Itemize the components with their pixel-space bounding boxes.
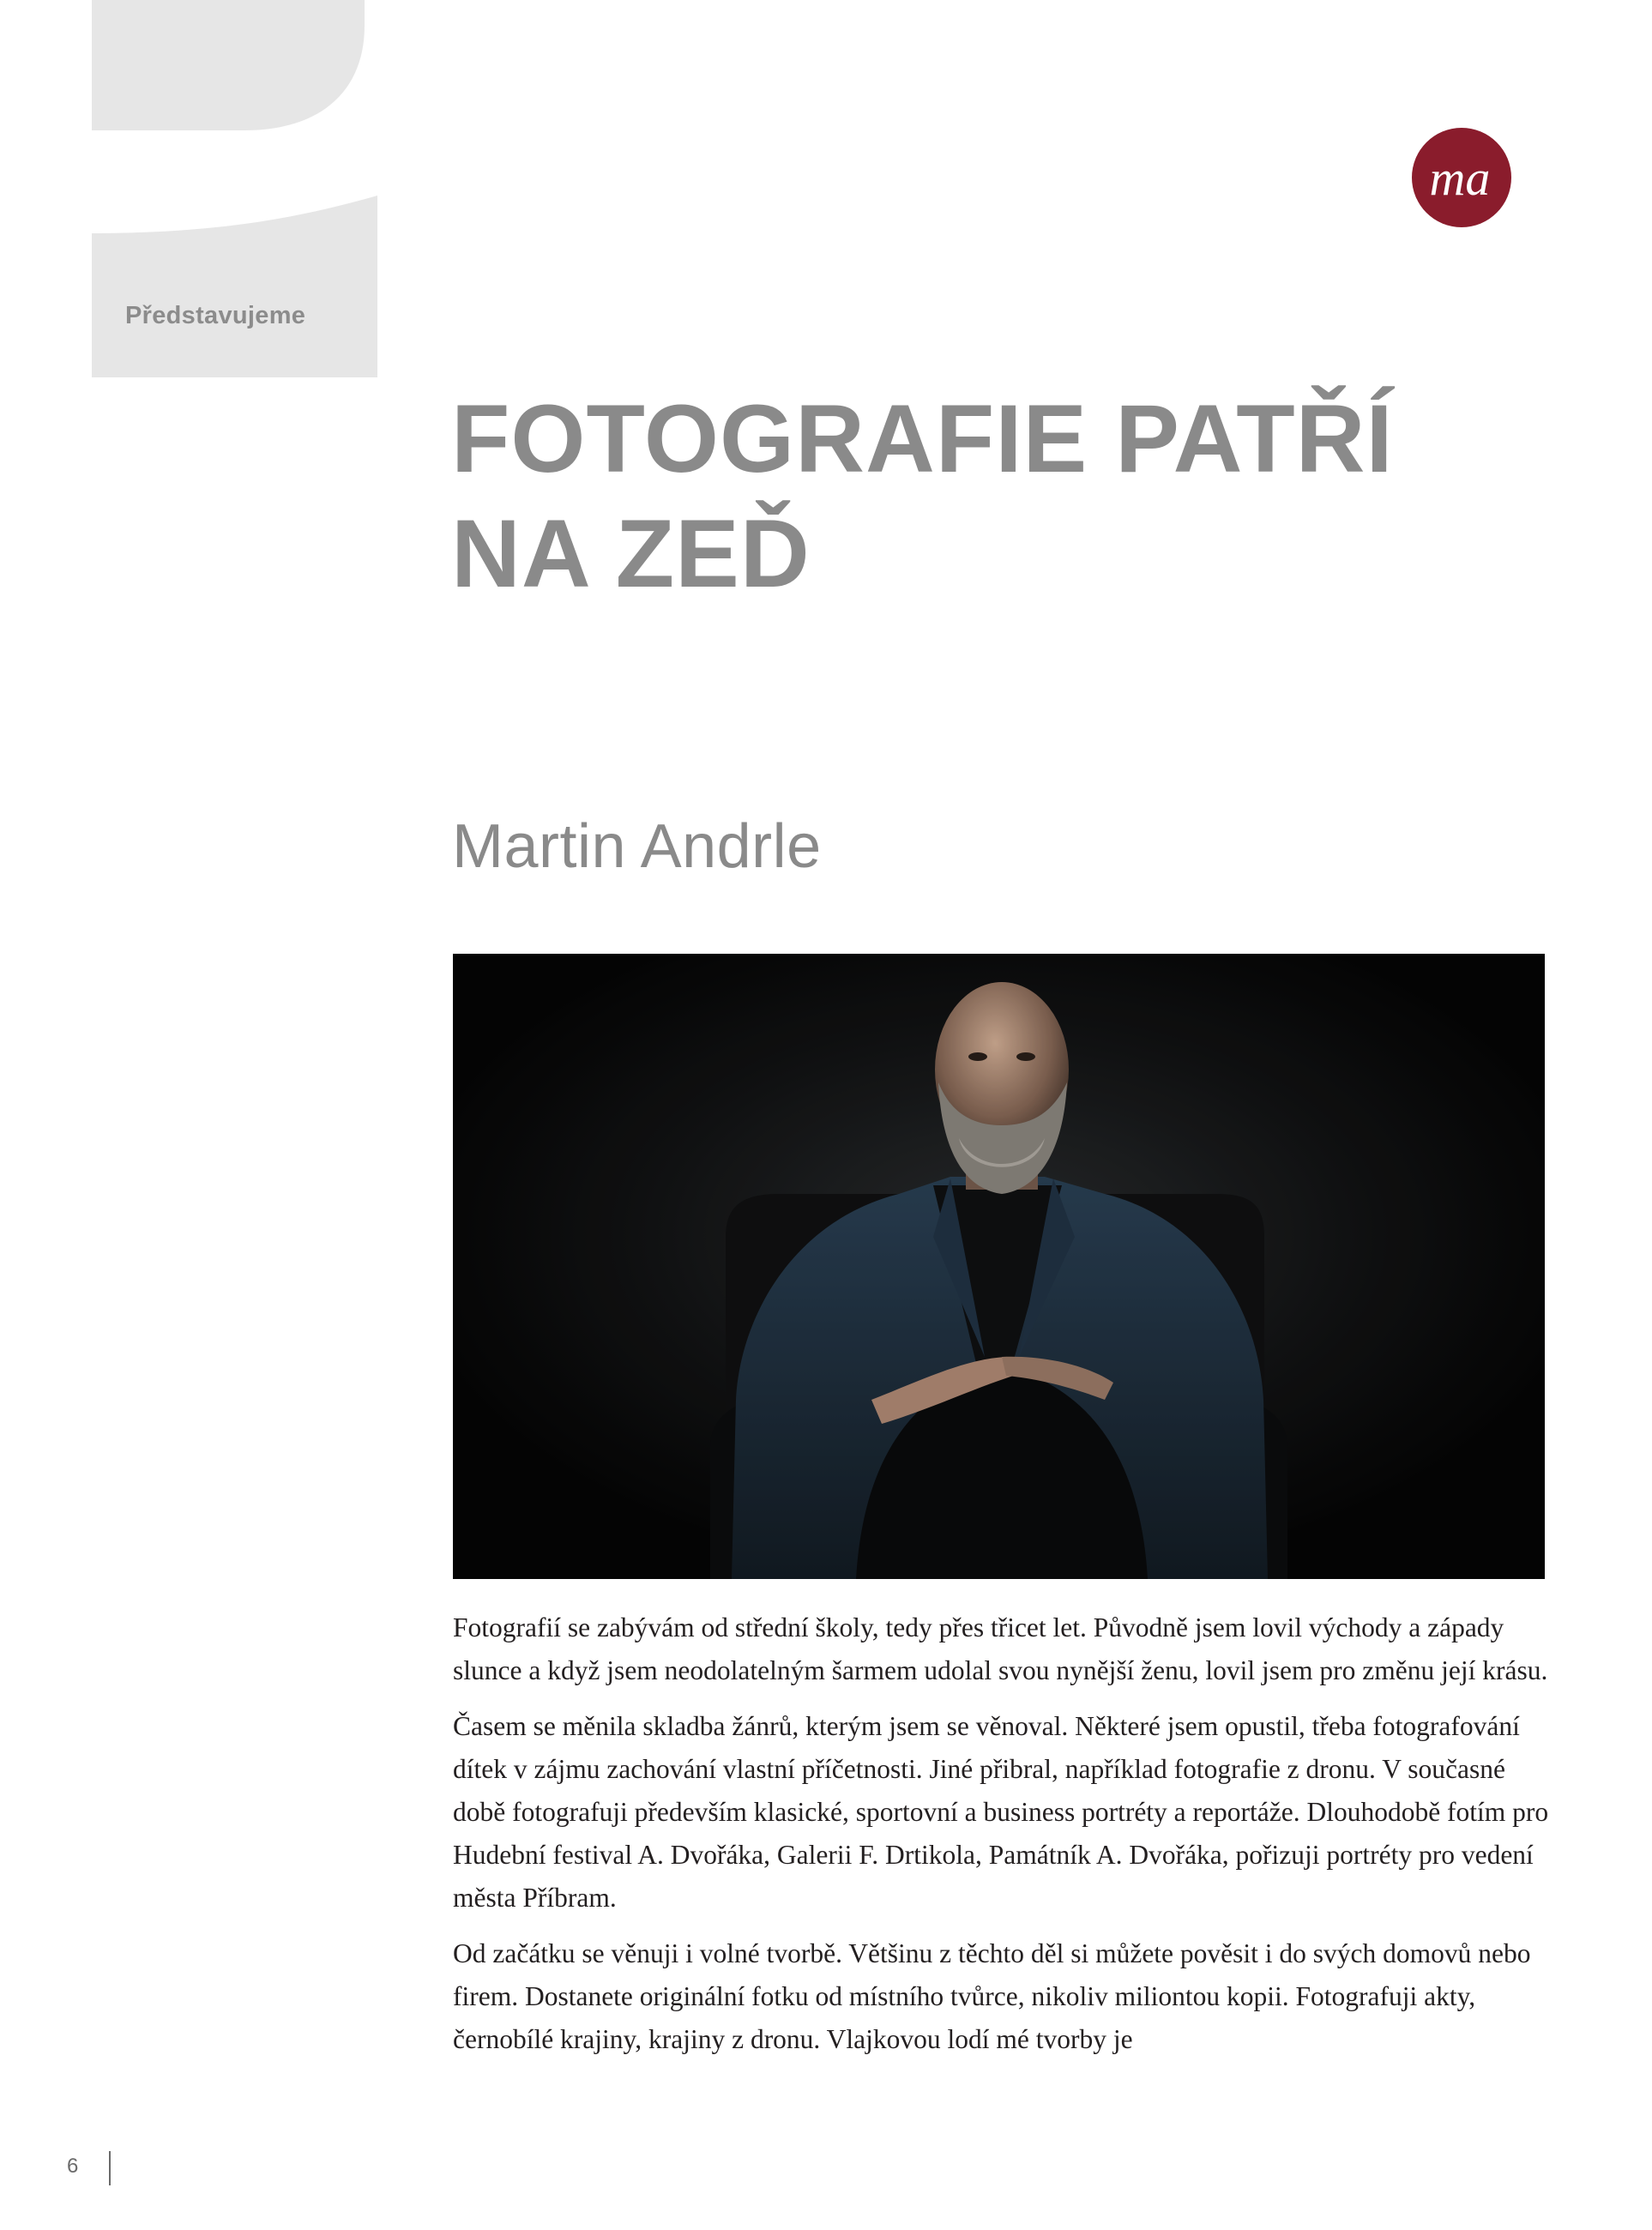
body-paragraph-1: Fotografií se zabývám od střední školy, tedy přes třicet let. Původně jsem lovil východy a západy slunce a když jsem neodolatelným šarmem udolal svou nynější ženu, lovil jsem pro změnu její krásu. (453, 1612, 1548, 1685)
body-paragraph-3: Od začátku se věnuji i volné tvorbě. Většinu z těchto děl si můžete pověsit i do svých domovů nebo firem. Dostanete originální fotku od místního tvůrce, nikoliv miliontou kopii. Fotografuji akty, černobílé krajiny, krajiny z dronu. Vlajkovou lodí mé tvorby je (453, 1938, 1531, 2054)
logo-monogram: ma (1429, 150, 1491, 206)
section-label: Představujeme (125, 302, 306, 329)
article-body (453, 1606, 1559, 2074)
article-title (451, 382, 1566, 612)
brand-logo (1411, 127, 1512, 228)
article-title-line-2: NA ZEĎ (451, 500, 811, 607)
page-number-divider (109, 2151, 111, 2185)
body-paragraph-2: Časem se měnila skladba žánrů, kterým jsem se věnoval. Některé jsem opustil, třeba fotografování dítek v zájmu zachování vlastní příčetnosti. Jiné přibral, například fotografie z dronu. V současné době fotografuji především klasické, sportovní a business portréty a reportáže. Dlouhodobě fotím pro Hudební festival A. Dvořáka, Galerii F. Drtikola, Památník A. Dvořáka, pořizuji portréty pro vedení města Příbram. (453, 1711, 1549, 1913)
article-title-line-1: FOTOGRAFIE PATŘÍ (451, 385, 1394, 492)
page-number: 6 (67, 2155, 79, 2178)
author-portrait-photo (453, 954, 1545, 1579)
author-name: Martin Andrle (452, 812, 822, 881)
